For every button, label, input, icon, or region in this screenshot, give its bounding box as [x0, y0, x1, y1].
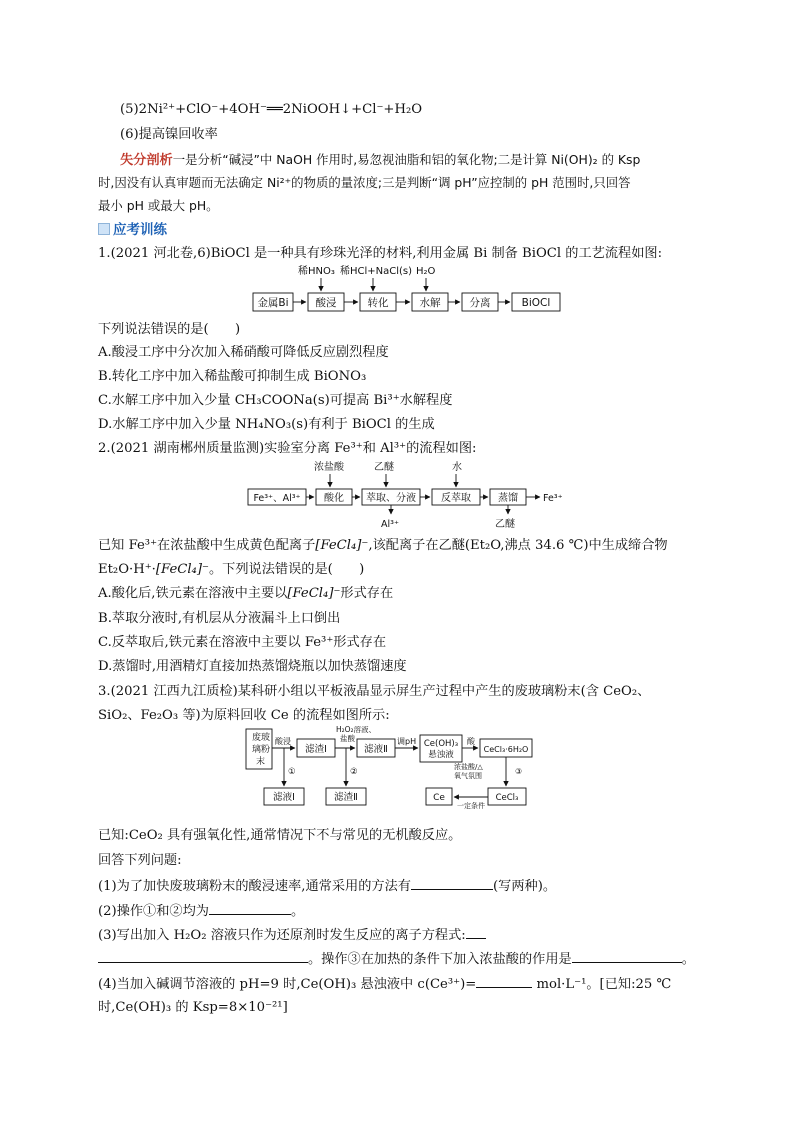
q3-arrow-5-label-3: ③: [515, 767, 523, 776]
q3-step-2: ②: [350, 767, 358, 777]
q1-reagent-2: 稀HCl+NaCl(s): [340, 266, 413, 277]
q3-start-4: 粉: [261, 745, 271, 755]
q2-known-line-1: [98, 536, 708, 556]
q3-known: 已知:CeO₂ 具有强氧化性,通常情况下不与常见的无机酸反应。: [98, 828, 462, 843]
q3-stem-2: SiO₂、Fe₂O₃ 等)为原料回收 Ce 的流程如图所示:: [98, 708, 390, 723]
q2-box-acidify: 酸化: [324, 493, 344, 504]
answer-blank-6[interactable]: [476, 973, 532, 988]
answer-blank-2[interactable]: [209, 900, 291, 915]
q2-box-ions: Fe³⁺、Al³⁺: [253, 493, 301, 504]
answer-blank-5[interactable]: [572, 948, 682, 963]
q3-box-suspension-2: 悬浊液: [428, 750, 454, 760]
q2-known-1b: ,该配离子在乙醚(Et₂O,沸点 34.6 ℃)中生成缔合物: [368, 538, 668, 553]
complex-ion-2: [FeCl₄]⁻: [155, 562, 209, 577]
q3-box-hydrate: CeCl₃·6H₂O: [483, 745, 529, 754]
q2-output: Fe³⁺: [543, 493, 563, 504]
q1-box-acid: 酸浸: [315, 297, 337, 309]
answer-6: (6)提高镍回收率: [120, 127, 218, 142]
q3-part-3-text: (3)写出加入 H₂O₂ 溶液只作为还原剂时发生反应的离子方程式:: [98, 928, 466, 943]
q2-reagent-2: 乙醚: [374, 462, 394, 473]
answer-blank-4[interactable]: [98, 948, 308, 963]
q1-option-b: B.转化工序中加入稀盐酸可抑制生成 BiONO₃: [98, 369, 367, 384]
q3-box-ce: Ce: [433, 793, 445, 803]
answer-5: (5)2Ni²⁺+ClO⁻+4OH⁻══2NiOOH↓+Cl⁻+H₂O: [120, 102, 423, 117]
q3-part-1: [98, 875, 708, 897]
section-flag-icon: [98, 223, 110, 235]
q2-reagent-1: 浓盐酸: [314, 462, 344, 473]
q3-arrow-3-label: 调pH: [397, 737, 417, 746]
q2-option-c: C.反萃取后,铁元素在溶液中主要以 Fe³⁺形式存在: [98, 635, 387, 650]
complex-ion-1: [FeCl₄]⁻: [315, 538, 369, 553]
q3-box-filtrate-2: 滤液Ⅱ: [364, 744, 388, 755]
q3-part-2-tail: 。: [291, 904, 305, 919]
q3-part-4-cont: 时,Ce(OH)₃ 的 Ksp=8×10⁻²¹]: [98, 1000, 288, 1015]
q3-flowchart: [244, 726, 534, 812]
q2-reagent-3: 水: [452, 462, 462, 473]
q3-part-4-text: (4)当加入碱调节溶液的 pH=9 时,Ce(OH)₃ 悬浊液中 c(Ce³⁺)=: [98, 977, 477, 992]
q3-part-4: [98, 973, 708, 995]
q2-box-back-extract: 反萃取: [441, 493, 471, 504]
q3-step-1: ①: [288, 767, 296, 777]
q3-start-5: 末: [256, 757, 266, 767]
q1-box-product: BiOCl: [521, 297, 551, 309]
q1-flowchart: [248, 262, 568, 318]
q2-known-2b: 。下列说法错误的是( ): [208, 562, 365, 577]
analysis-line-1: [120, 150, 730, 171]
q3-arrow-2-label-1: H₂O₂溶液、: [336, 726, 377, 734]
q3-part-3-cont: [98, 948, 708, 970]
q2-stem: 2.(2021 湖南郴州质量监测)实验室分离 Fe³⁺和 Al³⁺的流程如图:: [98, 441, 477, 456]
q2-bottom-1: Al³⁺: [381, 519, 399, 530]
q3-arrow-5-label-1: 浓盐酸/△: [454, 763, 483, 771]
q2-known-2a: Et₂O·H⁺·: [98, 562, 156, 577]
q2-option-a-2: 形式存在: [340, 586, 394, 601]
q2-flowchart: [246, 458, 576, 532]
q3-arrow-6-label: 一定条件: [457, 802, 485, 810]
q3-part-2: [98, 900, 708, 922]
q3-arrow-5-label-2: 氧气氛围: [454, 772, 482, 780]
q2-known-1a: 已知 Fe³⁺在浓盐酸中生成黄色配离子: [98, 538, 316, 553]
analysis-line-3: 最小 pH 或最大 pH。: [98, 198, 219, 213]
q2-option-a: [98, 584, 708, 604]
q2-option-d: D.蒸馏时,用酒精灯直接加热蒸馏烧瓶以加快蒸馏速度: [98, 659, 407, 674]
q2-box-distill: 蒸馏: [498, 493, 518, 504]
q3-start-3: 璃: [252, 745, 262, 755]
q2-bottom-2: 乙醚: [495, 519, 515, 530]
section-header: [98, 220, 708, 241]
q2-known-line-2: [98, 560, 708, 580]
analysis-label: 失分剖析: [120, 153, 173, 168]
q1-box-separate: 分离: [469, 297, 491, 309]
answer-blank-3[interactable]: [466, 924, 486, 939]
analysis-line-2: 时,因没有认真审题而无法确定 Ni²⁺的物质的量浓度;三是判断“调 pH”应控制的 pH 范围时,只回答: [98, 175, 631, 190]
q1-box-convert: 转化: [367, 297, 389, 309]
q3-answer-prompt: 回答下列问题:: [98, 853, 182, 868]
q3-part-3-tail: 。: [681, 952, 695, 967]
q3-box-filtrate-1: 滤液Ⅰ: [273, 792, 295, 803]
analysis-text-1: 一是分析“碱浸”中 NaOH 作用时,易忽视油脂和铝的氧化物;二是计算 Ni(OH)₂ 的 Ksp: [172, 152, 641, 167]
q1-option-c: C.水解工序中加入少量 CH₃COONa(s)可提高 Bi³⁺水解程度: [98, 393, 453, 408]
q3-box-residue-1: 滤渣Ⅰ: [305, 744, 327, 755]
q1-ask: 下列说法错误的是( ): [98, 322, 241, 337]
q1-stem: 1.(2021 河北卷,6)BiOCl 是一种具有珍珠光泽的材料,利用金属 Bi 制备 BiOCl 的工艺流程如图:: [98, 246, 663, 261]
q3-arrow-1-label: 酸浸: [275, 737, 291, 746]
q1-option-d: D.水解工序中加入少量 NH₄NO₃(s)有利于 BiOCl 的生成: [98, 417, 435, 432]
answer-blank-1[interactable]: [411, 875, 493, 890]
q1-option-a: A.酸浸工序中分次加入稀硝酸可降低反应剧烈程度: [98, 345, 389, 360]
q3-part-1-tail: (写两种)。: [493, 879, 557, 894]
q3-box-cecl3: CeCl₃: [495, 793, 519, 803]
q3-part-4-mid: mol·L⁻¹。[已知:25 ℃: [536, 977, 672, 992]
q3-box-suspension-1: Ce(OH)₃: [423, 739, 459, 749]
q1-reagent-3: H₂O: [416, 266, 436, 277]
q3-stem-1: 3.(2021 江西九江质检)某科研小组以平板液晶显示屏生产过程中产生的废玻璃粉末(含 CeO₂、: [98, 684, 651, 699]
q3-part-1-text: (1)为了加快废玻璃粉末的酸浸速率,通常采用的方法有: [98, 879, 411, 894]
q2-box-extract: 萃取、分液: [366, 493, 416, 504]
q3-part-3-mid: 。操作③在加热的条件下加入浓盐酸的作用是: [308, 952, 572, 967]
section-title: 应考训练: [113, 222, 167, 238]
q2-option-b: B.萃取分液时,有机层从分液漏斗上口倒出: [98, 611, 341, 626]
complex-ion-3: [FeCl₄]⁻: [287, 586, 341, 601]
q1-box-hydrolysis: 水解: [419, 297, 441, 309]
q3-start-2: 玻: [261, 733, 271, 743]
q3-part-2-text: (2)操作①和②均为: [98, 904, 209, 919]
q1-box-bi: 金属Bi: [257, 297, 289, 309]
q3-arrow-2-label-2: 盐酸: [340, 734, 355, 743]
q2-option-a-1: A.酸化后,铁元素在溶液中主要以: [98, 586, 288, 601]
q3-part-3: [98, 924, 708, 946]
q3-box-residue-2: 滤渣Ⅱ: [334, 792, 358, 803]
q1-reagent-1: 稀HNO₃: [298, 266, 335, 277]
q3-arrow-4-label: 酸: [467, 737, 475, 746]
q3-start-1: 废: [252, 733, 262, 743]
